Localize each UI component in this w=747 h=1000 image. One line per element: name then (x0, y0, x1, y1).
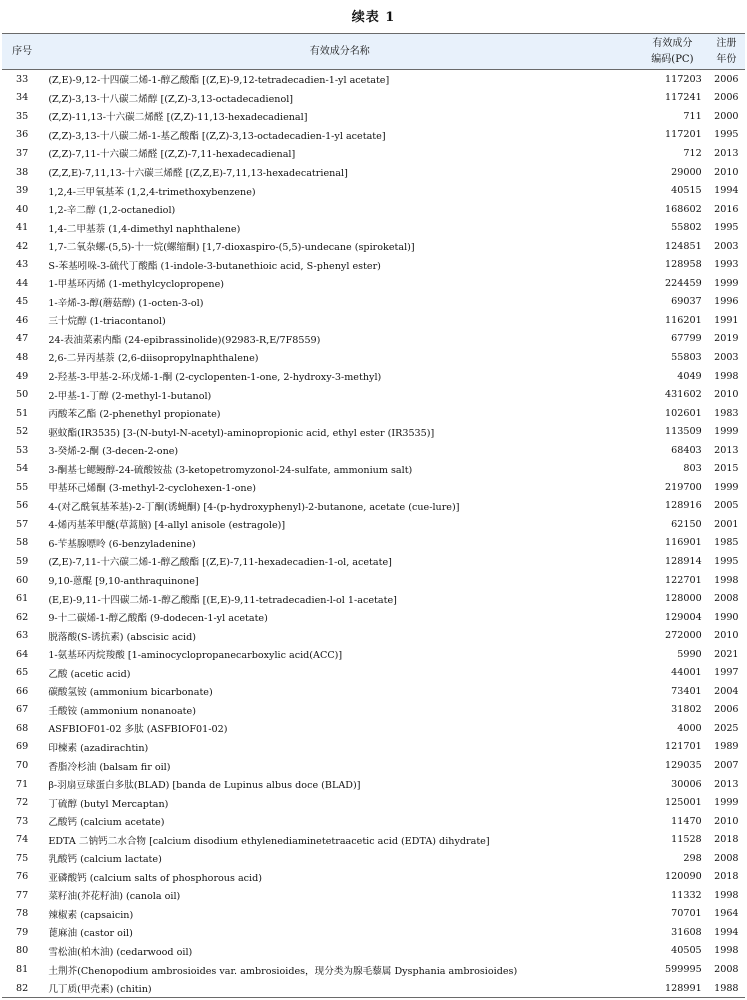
cell-year: 2000 (714, 110, 739, 122)
cell-name: (Z,Z)-3,13-十八碳二烯-1-基乙酸酯 [(Z,Z)-3,13-octadecadien-1-yl acetate] (48, 130, 386, 142)
cell-pc: 219700 (665, 481, 702, 493)
cell-name: 乙酸钙 (calcium acetate) (48, 817, 165, 829)
cell-no: 55 (16, 481, 29, 493)
cell-pc: 803 (683, 463, 702, 475)
cell-no: 48 (16, 351, 29, 363)
cell-pc: 30006 (671, 778, 702, 790)
cell-name: 壬酸铵 (ammonium nonanoate) (48, 705, 196, 717)
cell-pc: 298 (683, 852, 702, 864)
cell-year: 2010 (714, 389, 739, 401)
table-row (2, 497, 745, 516)
cell-name: ASFBIOF01-02 多肽 (ASFBIOF01-02) (48, 724, 228, 736)
cell-no: 71 (16, 778, 29, 790)
table-row (2, 255, 745, 274)
cell-name: (Z,E)-7,11-十六碳二烯-1-醇乙酸酯 [(Z,E)-7,11-hexadecadien-1-ol, acetate] (48, 557, 392, 569)
cell-no: 81 (16, 964, 29, 976)
cell-no: 43 (16, 259, 29, 271)
cell-name: 3-酮基七鳃鳗醇-24-硫酸铵盐 (3-ketopetromyzonol-24-sulfate, ammonium salt) (48, 464, 413, 476)
cell-name: 三十烷醇 (1-triacontanol) (48, 316, 166, 328)
table-row (2, 385, 745, 404)
table-row (2, 367, 745, 386)
table-body (2, 70, 745, 998)
cell-year: 1999 (714, 277, 739, 289)
cell-year: 2010 (714, 815, 739, 827)
table-row (2, 664, 745, 683)
cell-name: 印楝素 (azadirachtin) (48, 742, 149, 754)
table-row (2, 459, 745, 478)
header-pc (637, 34, 708, 70)
cell-name: 2-羟基-3-甲基-2-环戊烯-1-酮 (2-cyclopenten-1-one, 2-hydroxy-3-methyl) (48, 372, 382, 384)
cell-pc: 120090 (665, 871, 702, 883)
cell-year: 1999 (714, 481, 739, 493)
cell-year: 1985 (714, 537, 739, 549)
cell-year: 2015 (714, 463, 739, 475)
cell-year: 1999 (714, 797, 739, 809)
table-row (2, 441, 745, 460)
cell-name: (E,E)-9,11-十四碳二烯-1-醇乙酸酯 [(E,E)-9,11-tetradecadien-l-ol 1-acetate] (48, 594, 397, 606)
table-row (2, 70, 745, 89)
table-row (2, 942, 745, 961)
cell-year: 1998 (714, 370, 739, 382)
cell-pc: 11528 (671, 834, 702, 846)
cell-no: 68 (16, 722, 29, 734)
cell-pc: 128916 (665, 500, 702, 512)
cell-name: (Z,Z,E)-7,11,13-十六碳三烯醛 [(Z,Z,E)-7,11,13-hexadecatrienal] (48, 168, 348, 179)
header-no: 序号 (2, 34, 42, 70)
cell-pc: 117241 (665, 92, 702, 104)
cell-no: 37 (16, 147, 29, 159)
cell-pc: 224459 (665, 277, 702, 289)
cell-name: 土荆芥(Chenopodium ambrosioides var. ambrosioides，现分类为腺毛藜属 Dysphania ambrosioides) (48, 965, 518, 977)
cell-year: 2010 (714, 166, 739, 178)
cell-year: 1999 (714, 426, 739, 438)
cell-pc: 62150 (671, 518, 702, 530)
cell-pc: 128958 (665, 259, 702, 271)
table-row (2, 682, 745, 701)
cell-year: 2003 (714, 240, 739, 252)
cell-name: 蓖麻油 (castor oil) (48, 928, 133, 940)
table-row (2, 552, 745, 571)
table-row (2, 830, 745, 849)
cell-name: 丙酸苯乙酯 (2-phenethyl propionate) (48, 409, 221, 421)
table-row (2, 348, 745, 367)
cell-year: 1995 (714, 129, 739, 141)
cell-pc: 431602 (665, 389, 702, 401)
header-year-line2: 年份 (716, 53, 737, 65)
cell-year: 1996 (714, 296, 739, 308)
cell-no: 50 (16, 389, 29, 401)
cell-name: 亚磷酸钙 (calcium salts of phosphorous acid) (48, 872, 262, 884)
cell-pc: 4049 (677, 370, 702, 382)
table-row (2, 478, 745, 497)
cell-pc: 129035 (665, 760, 702, 771)
cell-year: 1998 (714, 574, 739, 586)
cell-no: 69 (16, 741, 29, 753)
cell-year: 2001 (714, 518, 739, 530)
cell-name: 1,4-二甲基萘 (1,4-dimethyl naphthalene) (48, 223, 241, 235)
cell-year: 1998 (714, 889, 739, 901)
cell-no: 59 (16, 555, 29, 567)
cell-name: β-羽扇豆球蛋白多肽(BLAD) [banda de Lupinus albus doce (BLAD)] (48, 780, 361, 792)
cell-name: (Z,E)-9,12-十四碳二烯-1-醇乙酸酯 [(Z,E)-9,12-tetradecadien-1-yl acetate] (48, 75, 390, 87)
table-row (2, 868, 745, 887)
cell-name: 9-十二碳烯-1-醇乙酸酯 (9-dodecen-1-yl acetate) (48, 613, 268, 625)
cell-pc: 55803 (671, 351, 702, 363)
table-row (2, 89, 745, 108)
cell-name: 1,2-辛二醇 (1,2-octanediol) (48, 205, 176, 217)
table-row (2, 274, 745, 293)
table-row (2, 107, 745, 126)
cell-pc: 31802 (671, 704, 702, 716)
cell-no: 65 (16, 667, 29, 679)
table-row (2, 756, 745, 775)
cell-pc: 116201 (665, 314, 702, 326)
cell-year: 2007 (714, 760, 739, 771)
cell-name: 24-表油菜素内酯 (24-epibrassinolide)(92983-R,E/7F8559) (48, 334, 321, 346)
cell-pc: 129004 (665, 611, 702, 623)
cell-pc: 128914 (665, 555, 702, 567)
cell-pc: 70701 (671, 908, 702, 920)
cell-year: 1995 (714, 222, 739, 234)
table-row (2, 330, 745, 349)
table-row (2, 626, 745, 645)
cell-no: 33 (16, 73, 29, 85)
cell-name: 脱落酸(S-诱抗素) (abscisic acid) (48, 631, 197, 643)
header-pc-line2: 编码(PC) (651, 53, 694, 65)
cell-year: 1983 (714, 407, 739, 419)
cell-year: 1991 (714, 314, 739, 326)
cell-year: 2019 (714, 333, 739, 345)
cell-year: 2013 (714, 778, 739, 790)
cell-no: 39 (16, 185, 29, 197)
cell-pc: 68403 (671, 444, 702, 456)
cell-no: 80 (16, 945, 29, 957)
cell-pc: 102601 (665, 407, 702, 419)
cell-year: 2008 (714, 593, 739, 605)
cell-name: 甲基环己烯酮 (3-methyl-2-cyclohexen-1-one) (48, 483, 256, 495)
table-row (2, 701, 745, 720)
cell-no: 53 (16, 444, 29, 456)
cell-year: 1994 (714, 926, 739, 938)
cell-name: 9,10-蒽醌 [9,10-anthraquinone] (48, 576, 199, 588)
cell-name: (Z,Z)-3,13-十八碳二烯醇 [(Z,Z)-3,13-octadecadienol] (48, 93, 294, 105)
table-row (2, 812, 745, 831)
cell-year: 2021 (714, 648, 739, 660)
cell-no: 38 (16, 166, 29, 178)
cell-pc: 69037 (671, 296, 702, 308)
cell-year: 2013 (714, 444, 739, 456)
cell-pc: 113509 (665, 426, 702, 438)
cell-no: 73 (16, 815, 29, 827)
cell-pc: 122701 (665, 574, 702, 586)
cell-pc: 44001 (671, 667, 702, 679)
table-row (2, 608, 745, 627)
cell-name: 6-苄基腺嘌呤 (6-benzyladenine) (48, 538, 196, 550)
cell-no: 52 (16, 426, 29, 438)
cell-no: 70 (16, 760, 29, 771)
cell-pc: 55802 (671, 222, 702, 234)
cell-pc: 272000 (665, 630, 702, 642)
cell-no: 51 (16, 407, 29, 419)
table-row (2, 905, 745, 924)
table-title: 续表 1 (351, 10, 396, 25)
table-header-row (2, 34, 745, 70)
cell-pc: 124851 (665, 240, 702, 252)
cell-name: 辣椒素 (capsaicin) (48, 909, 134, 921)
table-row (2, 218, 745, 237)
cell-year: 1990 (714, 611, 739, 623)
cell-name: 驱蚊酯(IR3535) [3-(N-butyl-N-acetyl)-aminopropionic acid, ethyl ester (IR3535)] (48, 427, 435, 439)
cell-name: 几丁质(甲壳素) (chitin) (42, 979, 637, 998)
cell-name: (Z,Z)-7,11-十六碳二烯醛 [(Z,Z)-7,11-hexadecadienal] (48, 149, 296, 161)
header-pc-line1: 有效成分 (652, 37, 693, 49)
cell-no: 74 (16, 834, 29, 846)
cell-year: 2003 (714, 351, 739, 363)
table-row (2, 293, 745, 312)
cell-pc: 73401 (671, 685, 702, 697)
cell-pc: 712 (683, 147, 702, 159)
cell-year: 2010 (714, 630, 739, 642)
table-row (2, 571, 745, 590)
cell-name: 2-甲基-1-丁醇 (2-methyl-1-butanol) (48, 390, 212, 402)
cell-year: 2025 (714, 722, 739, 734)
cell-name: 丁硫醇 (butyl Mercaptan) (48, 798, 169, 810)
cell-no: 56 (16, 500, 29, 512)
cell-name: EDTA 二钠钙二水合物 [calcium disodium ethylenediaminetetraacetic acid (EDTA) dihydrate] (48, 835, 490, 847)
cell-no: 76 (16, 871, 29, 883)
cell-no: 35 (16, 110, 29, 122)
cell-name: (Z,Z)-11,13-十六碳二烯醛 [(Z,Z)-11,13-hexadecadienal] (48, 112, 308, 124)
cell-name: 碳酸氢铵 (ammonium bicarbonate) (48, 687, 213, 699)
cell-year: 2006 (714, 92, 739, 104)
cell-no: 57 (16, 518, 29, 530)
cell-no: 62 (16, 611, 29, 623)
table-row (2, 515, 745, 534)
registration-table (2, 33, 745, 998)
table-row (2, 422, 745, 441)
cell-no: 75 (16, 852, 29, 864)
cell-name: 2,6-二异丙基萘 (2,6-diisopropylnaphthalene) (48, 353, 259, 365)
cell-no: 58 (16, 537, 29, 549)
cell-pc: 117203 (665, 73, 702, 85)
cell-pc: 116901 (665, 537, 702, 549)
cell-year: 1964 (714, 908, 739, 920)
cell-no: 79 (16, 926, 29, 938)
cell-year: 2004 (714, 685, 739, 697)
cell-year: 2008 (714, 852, 739, 864)
cell-year: 1995 (714, 555, 739, 567)
cell-pc: 31608 (671, 926, 702, 938)
cell-name: 乙酸 (acetic acid) (48, 668, 131, 680)
cell-no: 36 (16, 129, 29, 141)
cell-name: 4-烯丙基苯甲醚(草蒿脑) [4-allyl anisole (estragole)] (48, 520, 286, 532)
cell-name: S-苯基吲哚-3-硫代丁酸酯 (1-indole-3-butanethioic acid, S-phenyl ester) (48, 260, 381, 272)
header-year-line1: 注册 (716, 37, 737, 49)
cell-no: 64 (16, 648, 29, 660)
cell-no: 72 (16, 797, 29, 809)
header-year (708, 34, 745, 70)
table-row (2, 979, 745, 998)
cell-name: 1-甲基环丙烯 (1-methylcyclopropene) (48, 279, 224, 291)
cell-year: 2018 (714, 834, 739, 846)
table-row (2, 163, 745, 182)
table-row (2, 126, 745, 145)
cell-pc: 40515 (671, 185, 702, 197)
cell-name: 香脂冷杉油 (balsam fir oil) (48, 761, 171, 773)
cell-no: 67 (16, 704, 29, 716)
cell-year: 1998 (714, 945, 739, 957)
cell-no: 49 (16, 370, 29, 382)
cell-name: 4-(对乙酰氧基苯基)-2-丁酮(诱蝇酮) [4-(p-hydroxyphenyl)-2-butanone, acetate (cue-lure)] (48, 501, 460, 513)
cell-pc: 168602 (665, 203, 702, 215)
cell-year: 2018 (714, 871, 739, 883)
cell-year: 1993 (714, 259, 739, 271)
table-row (2, 793, 745, 812)
table-row (2, 404, 745, 423)
table-row (2, 719, 745, 738)
cell-pc: 4000 (677, 722, 702, 734)
cell-pc: 5990 (677, 648, 702, 660)
cell-year: 2016 (714, 203, 739, 215)
table-row (2, 144, 745, 163)
cell-no: 41 (16, 222, 29, 234)
cell-pc: 125001 (665, 797, 702, 809)
cell-no: 77 (16, 889, 29, 901)
cell-pc: 121701 (665, 741, 702, 753)
cell-year: 1989 (714, 741, 739, 753)
cell-no: 82 (2, 979, 42, 998)
cell-name: 1,7-二氧杂螺-(5,5)-十一烷(螺缩酮) [1,7-dioxaspiro-(5,5)-undecane (spiroketal)] (48, 242, 415, 254)
cell-year: 2005 (714, 500, 739, 512)
cell-pc: 128000 (665, 593, 702, 605)
cell-year: 1988 (708, 979, 745, 998)
table-row (2, 237, 745, 256)
cell-no: 47 (16, 333, 29, 345)
cell-pc: 11470 (671, 815, 702, 827)
cell-no: 63 (16, 630, 29, 642)
header-name: 有效成分名称 (42, 34, 637, 70)
table-row (2, 311, 745, 330)
cell-pc: 11332 (671, 889, 702, 901)
cell-no: 44 (16, 277, 29, 289)
cell-no: 66 (16, 685, 29, 697)
table-row (2, 849, 745, 868)
cell-no: 60 (16, 574, 29, 586)
cell-no: 54 (16, 463, 29, 475)
cell-no: 78 (16, 908, 29, 920)
cell-year: 1994 (714, 185, 739, 197)
cell-name: 1-辛烯-3-醇(蘑菇醇) (1-octen-3-ol) (48, 297, 204, 309)
table-row (2, 923, 745, 942)
table-row (2, 775, 745, 794)
cell-pc: 711 (683, 110, 702, 122)
cell-name: 3-癸烯-2-酮 (3-decen-2-one) (48, 446, 179, 458)
cell-pc: 29000 (671, 166, 702, 178)
cell-pc: 67799 (671, 333, 702, 345)
cell-name: 1-氨基环丙烷羧酸 [1-aminocyclopropanecarboxylic acid(ACC)] (48, 650, 343, 662)
cell-name: 菜籽油(芥花籽油) (canola oil) (48, 891, 181, 903)
cell-no: 40 (16, 203, 29, 215)
cell-year: 2006 (714, 704, 739, 716)
cell-pc: 40505 (671, 945, 702, 957)
table-row (2, 534, 745, 553)
table-row (2, 200, 745, 219)
cell-no: 42 (16, 240, 29, 252)
cell-no: 61 (16, 593, 29, 605)
table-row (2, 738, 745, 757)
cell-name: 雪松油(柏木油) (cedarwood oil) (48, 946, 193, 958)
table-row (2, 589, 745, 608)
cell-no: 46 (16, 314, 29, 326)
cell-no: 45 (16, 296, 29, 308)
cell-year: 1997 (714, 667, 739, 679)
cell-year: 2013 (714, 147, 739, 159)
table-row (2, 886, 745, 905)
cell-pc: 599995 (665, 964, 702, 976)
cell-year: 2006 (714, 73, 739, 85)
cell-name: 1,2,4-三甲氧基苯 (1,2,4-trimethoxybenzene) (48, 186, 256, 198)
table-row (2, 181, 745, 200)
cell-pc: 128991 (637, 979, 708, 998)
cell-no: 34 (16, 92, 29, 104)
table-row (2, 960, 745, 979)
cell-name: 乳酸钙 (calcium lactate) (48, 854, 162, 866)
cell-year: 2008 (714, 964, 739, 976)
cell-pc: 117201 (665, 129, 702, 141)
table-row (2, 645, 745, 664)
